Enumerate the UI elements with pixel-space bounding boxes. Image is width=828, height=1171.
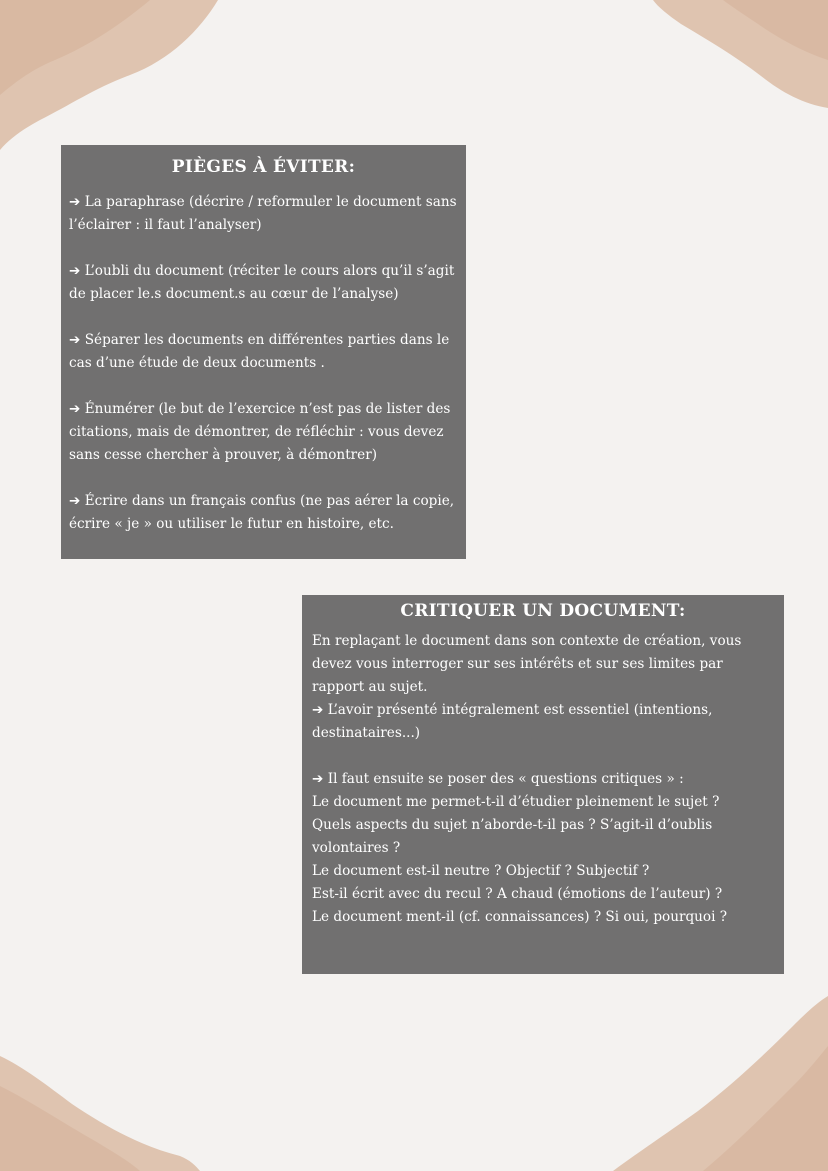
piege-item: ➔ La paraphrase (décrire / reformuler le document sans l’éclairer : il faut l’analyser)	[69, 194, 457, 233]
pieges-box	[61, 145, 466, 559]
critique-question: Est-il écrit avec du recul ? A chaud (émotions de l’auteur) ?	[312, 886, 723, 902]
piege-item: ➔ Énumérer (le but de l’exercice n’est pas de lister des citations, mais de démontrer, de réfléchir : vous devez sans cesse chercher à prouver, à démontrer)	[69, 401, 451, 463]
critique-question: Quels aspects du sujet n’aborde-t-il pas ? S’agit-il d’oublis volontaires ?	[312, 817, 713, 856]
critique-question: Le document ment-il (cf. connaissances) ? Si oui, pourquoi ?	[312, 909, 728, 925]
watercolor-top-left	[0, 0, 220, 150]
piege-item: ➔ L’oubli du document (réciter le cours alors qu’il s’agit de placer le.s document.s au cœur de l’analyse)	[69, 263, 455, 302]
watercolor-bottom-left	[0, 1056, 200, 1171]
piege-item: ➔ Séparer les documents en différentes parties dans le cas d’une étude de deux documents .	[69, 332, 450, 371]
critique-question: Le document est-il neutre ? Objectif ? Subjectif ?	[312, 863, 650, 879]
pieges-title: PIÈGES À ÉVITER:	[171, 157, 356, 177]
critique-box	[302, 595, 784, 974]
critique-point: ➔ Il faut ensuite se poser des « questions critiques » :	[312, 771, 684, 787]
critique-point: ➔ L’avoir présenté intégralement est essentiel (intentions, destinataires...)	[312, 702, 713, 741]
watercolor-top-right	[653, 0, 828, 110]
critique-question: Le document me permet-t-il d’étudier pleinement le sujet ?	[312, 794, 720, 810]
critique-intro: En replaçant le document dans son contexte de création, vous devez vous interroger sur ses intérêts et sur ses limites par rapport au sujet.	[312, 633, 742, 695]
critique-title: CRITIQUER UN DOCUMENT:	[400, 601, 686, 621]
piege-item: ➔ Écrire dans un français confus (ne pas aérer la copie, écrire « je » ou utiliser le futur en histoire, etc.	[69, 493, 455, 532]
watercolor-bottom-right	[613, 996, 828, 1171]
